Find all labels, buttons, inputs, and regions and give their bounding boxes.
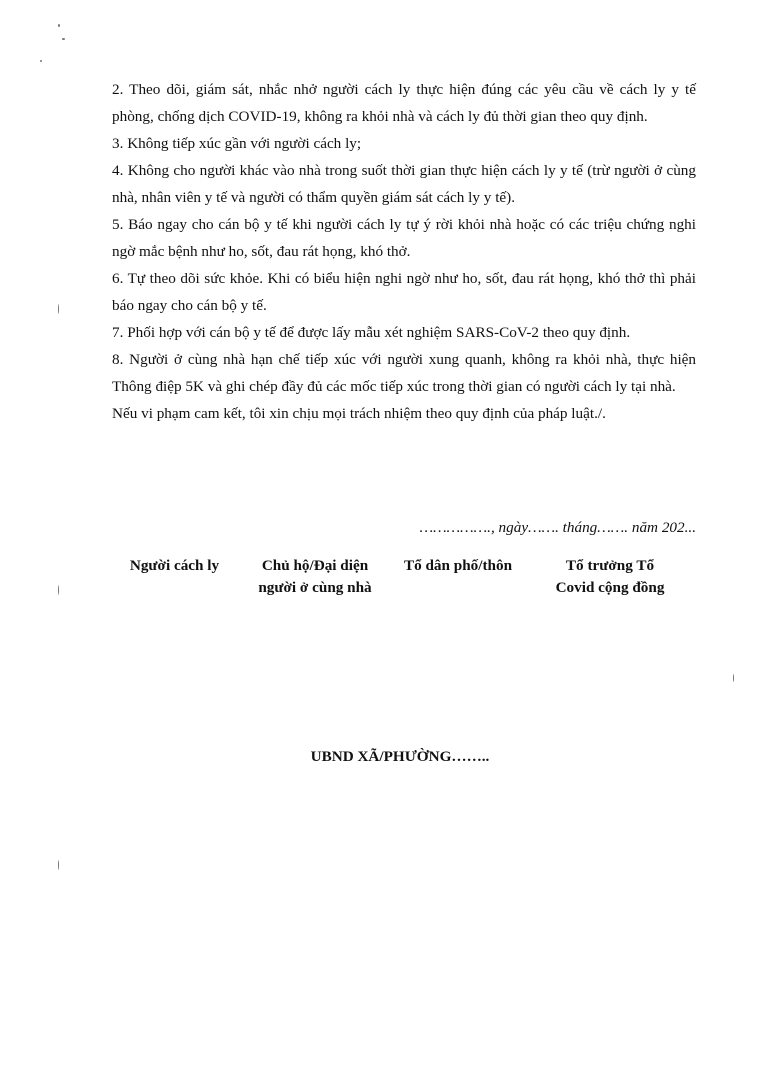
- scan-speck: [62, 38, 65, 40]
- closing-statement: Nếu vi phạm cam kết, tôi xin chịu mọi trách nhiệm theo quy định của pháp luật./.: [112, 405, 606, 422]
- scan-speck: [58, 585, 59, 595]
- ubnd-heading: UBND XÃ/PHƯỜNG……..: [310, 748, 490, 765]
- paragraph-4: 4. Không cho người khác vào nhà trong suốt thời gian thực hiện cách ly y tế (trừ người ở cùng nhà, nhân viên y tế và người có thẩm quyền giám sát cách ly y tế).: [112, 162, 696, 206]
- paragraph-7: 7. Phối hợp với cán bộ y tế để được lấy mẫu xét nghiệm SARS-CoV-2 theo quy định.: [112, 324, 631, 341]
- signature-label: Người cách ly: [129, 557, 220, 574]
- paragraph-2: 2. Theo dõi, giám sát, nhắc nhở người cách ly thực hiện đúng các yêu cầu về cách ly y tế phòng, chống dịch COVID-19, không ra khỏi nhà và cách ly đủ thời gian theo quy định.: [112, 81, 696, 125]
- paragraph-3: 3. Không tiếp xúc gần với người cách ly;: [112, 135, 362, 152]
- paragraph-5: 5. Báo ngay cho cán bộ y tế khi người cách ly tự ý rời khỏi nhà hoặc có các triệu chứng nghi ngờ mắc bệnh như ho, sốt, đau rát họng, khó thở.: [112, 216, 696, 260]
- signature-label-line2: Covid cộng đồng: [555, 579, 665, 596]
- paragraph-6: 6. Tự theo dõi sức khỏe. Khi có biểu hiện nghi ngờ như ho, sốt, đau rát họng, khó thở thì phải báo ngay cho cán bộ y tế.: [112, 270, 696, 314]
- scan-speck: [40, 60, 42, 62]
- scan-speck: [58, 304, 59, 314]
- signature-household-head: [240, 555, 390, 599]
- signature-residential-group: [388, 555, 528, 577]
- signature-quarantined-person: [112, 555, 237, 577]
- signature-label-line1: Tổ trưởng Tổ: [565, 557, 655, 574]
- scan-speck: [58, 860, 59, 870]
- signature-label-line1: Chủ hộ/Đại diện: [261, 557, 369, 574]
- scan-speck: [733, 674, 734, 682]
- signature-label: Tổ dân phố/thôn: [403, 557, 513, 574]
- commitment-body: [112, 76, 696, 427]
- scan-speck: [58, 24, 60, 27]
- paragraph-8: 8. Người ở cùng nhà hạn chế tiếp xúc với người xung quanh, không ra khỏi nhà, thực hiện Thông điệp 5K và ghi chép đầy đủ các mốc tiếp xúc trong thời gian có người cách ly tại nhà.: [112, 351, 696, 395]
- signature-covid-team-leader: [535, 555, 685, 599]
- signature-label-line2: người ở cùng nhà: [258, 579, 372, 596]
- date-line: ……………., ngày……. tháng……. năm 202...: [419, 519, 696, 536]
